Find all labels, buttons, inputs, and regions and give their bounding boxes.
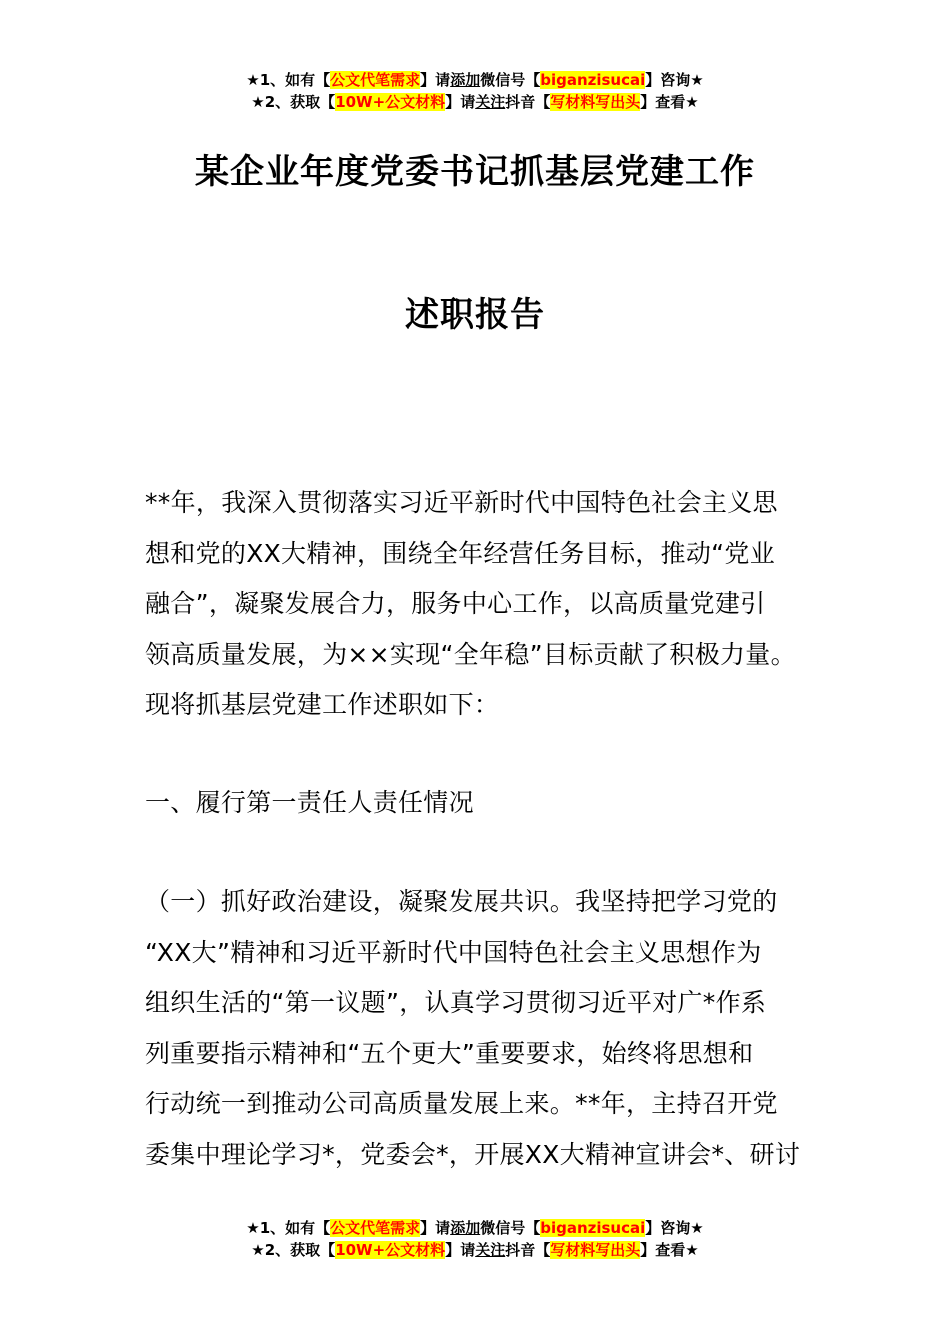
notice-text: 】咨询★	[645, 71, 704, 89]
notice-text: ★1、如有【	[246, 71, 331, 89]
bottom-notice	[0, 1217, 950, 1261]
notice-text: 】请	[445, 93, 476, 111]
notice-text: ★2、获取【	[251, 93, 336, 111]
section-heading	[145, 778, 820, 829]
notice-text: 】请	[420, 1219, 451, 1237]
notice-underlined: 关注	[475, 1241, 506, 1259]
top-notice	[0, 69, 950, 113]
notice-underlined: 关注	[475, 93, 506, 111]
paragraph-line: （一）抓好政治建设，凝聚发展共识。我坚持把学习党的	[145, 887, 778, 916]
paragraph-line: 行动统一到推动公司高质量发展上来。**年，主持召开党	[145, 1089, 778, 1118]
notice-text: 】请	[445, 1241, 476, 1259]
notice-text: ★1、如有【	[246, 1219, 331, 1237]
paragraph-line: **年，我深入贯彻落实习近平新时代中国特色社会主义思	[145, 488, 778, 517]
document-title-line-1: 某企业年度党委书记抓基层党建工作	[195, 152, 755, 192]
intro-paragraph	[145, 478, 820, 731]
paragraph-line: “XX大”精神和习近平新时代中国特色社会主义思想作为	[145, 937, 762, 967]
notice-text: ★2、获取【	[251, 1241, 336, 1259]
paragraph-line: 融合”，凝聚发展合力，服务中心工作，以高质量党建引	[145, 589, 766, 618]
notice-line-2	[0, 1239, 950, 1261]
paragraph-line: 想和党的XX大精神，围绕全年经营任务目标，推动“党业	[145, 538, 776, 568]
notice-highlight: 10W+公文材料	[335, 1241, 446, 1259]
notice-line-1	[0, 69, 950, 91]
notice-underlined: 添加	[450, 1219, 481, 1237]
notice-highlight: 公文代笔需求	[330, 1219, 421, 1237]
notice-line-1	[0, 1217, 950, 1239]
paragraph-line: 领高质量发展，为××实现“全年稳”目标贡献了积极力量。	[145, 639, 796, 669]
notice-text: 】查看★	[640, 1241, 699, 1259]
paragraph-line: 列重要指示精神和“五个更大”重要要求，始终将思想和	[145, 1038, 754, 1068]
notice-text: 微信号【	[480, 71, 541, 89]
notice-highlight: 写材料写出头	[550, 1241, 641, 1259]
notice-text: 抖音【	[505, 93, 551, 111]
notice-highlight: 写材料写出头	[550, 93, 641, 111]
notice-highlight: 10W+公文材料	[335, 93, 446, 111]
notice-text: 】咨询★	[645, 1219, 704, 1237]
notice-highlight: biganzisucai	[540, 1219, 646, 1237]
notice-underlined: 添加	[450, 71, 481, 89]
subsection-paragraph	[145, 877, 820, 1180]
section-heading-text: 一、履行第一责任人责任情况	[145, 788, 474, 817]
notice-text: 】请	[420, 71, 451, 89]
notice-line-2	[0, 91, 950, 113]
paragraph-line: 组织生活的“第一议题”，认真学习贯彻习近平对广*作系	[145, 988, 767, 1017]
paragraph-line: 现将抓基层党建工作述职如下：	[145, 690, 500, 719]
notice-text: 微信号【	[480, 1219, 541, 1237]
notice-text: 抖音【	[505, 1241, 551, 1259]
document-title-line-2: 述职报告	[405, 295, 545, 335]
notice-highlight: biganzisucai	[540, 71, 646, 89]
notice-highlight: 公文代笔需求	[330, 71, 421, 89]
paragraph-line: 委集中理论学习*，党委会*，开展XX大精神宣讲会*、研讨	[145, 1139, 801, 1169]
notice-text: 】查看★	[640, 93, 699, 111]
